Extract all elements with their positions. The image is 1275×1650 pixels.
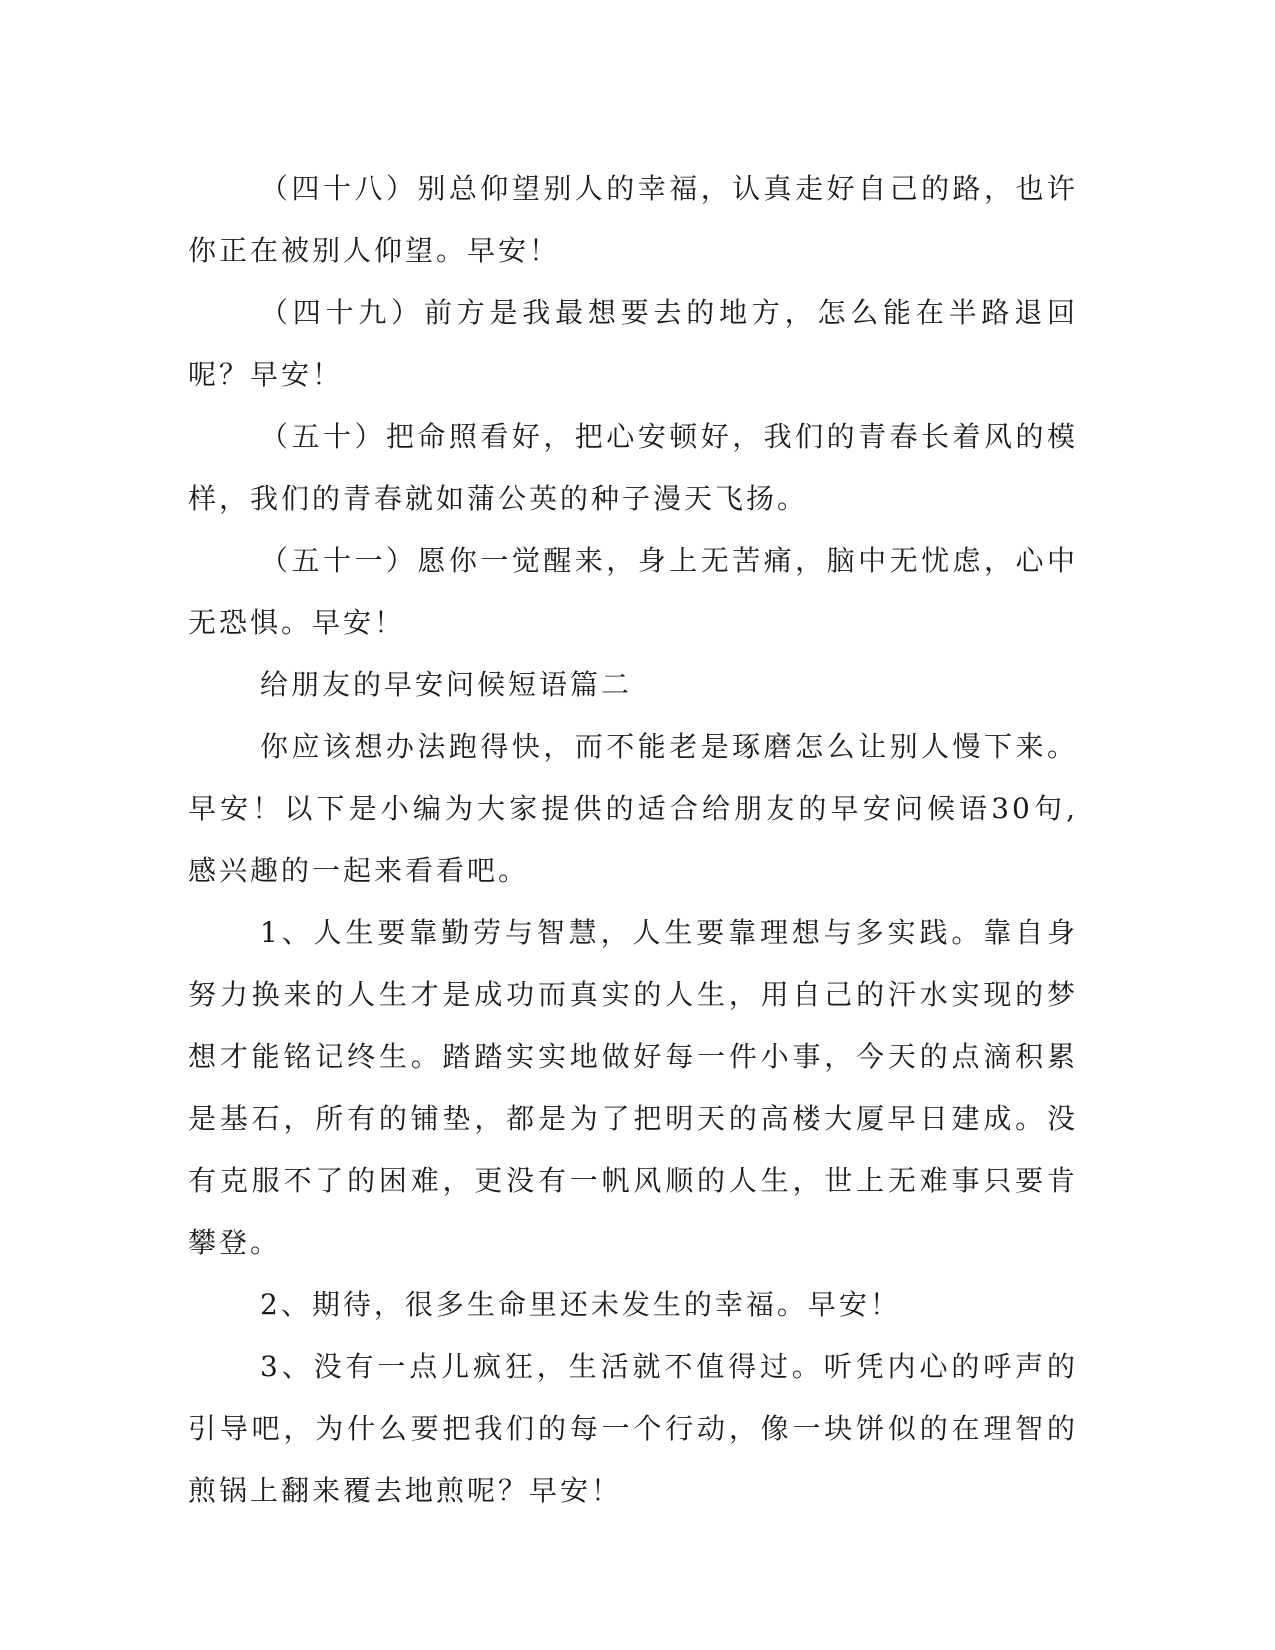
paragraph-48: （四十八）别总仰望别人的幸福，认真走好自己的路，也许你正在被别人仰望。早安！ bbox=[188, 172, 1078, 267]
section-heading: 给朋友的早安问候短语篇二 bbox=[260, 668, 633, 701]
document-body bbox=[188, 158, 1078, 1522]
paragraph-50: （五十）把命照看好，把心安顿好，我们的青春长着风的模样，我们的青春就如蒲公英的种子漫天飞扬。 bbox=[188, 420, 1078, 515]
paragraph-51: （五十一）愿你一觉醒来，身上无苦痛，脑中无忧虑，心中无恐惧。早安！ bbox=[188, 544, 1078, 639]
list-item-2: 2、期待，很多生命里还未发生的幸福。早安！ bbox=[260, 1288, 901, 1321]
section-intro: 你应该想办法跑得快，而不能老是琢磨怎么让别人慢下来。早安！以下是小编为大家提供的适合给朋友的早安问候语30句,感兴趣的一起来看看吧。 bbox=[188, 730, 1078, 887]
list-item-1: 1、人生要靠勤劳与智慧，人生要靠理想与多实践。靠自身努力换来的人生才是成功而真实的人生，用自己的汗水实现的梦想才能铭记终生。踏踏实实地做好每一件小事，今天的点滴积累是基石，所有的铺垫，都是为了把明天的高楼大厦早日建成。没有克服不了的困难，更没有一帆风顺的人生，世上无难事只要肯攀登。 bbox=[188, 916, 1078, 1259]
list-item-3: 3、没有一点儿疯狂，生活就不值得过。听凭内心的呼声的引导吧，为什么要把我们的每一个行动，像一块饼似的在理智的煎锅上翻来覆去地煎呢？早安！ bbox=[188, 1350, 1078, 1507]
paragraph-49: （四十九）前方是我最想要去的地方，怎么能在半路退回呢？早安！ bbox=[188, 296, 1078, 391]
